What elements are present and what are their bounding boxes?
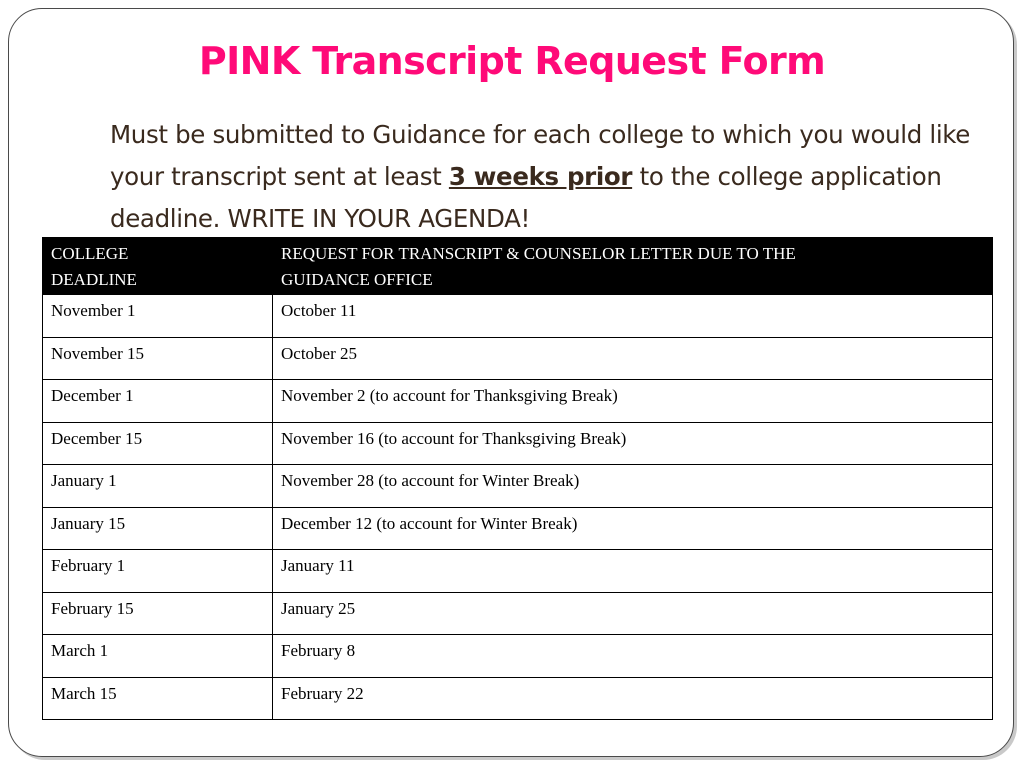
table-header-row	[43, 238, 993, 295]
header-request-due	[273, 238, 993, 295]
request-due-cell: November 2 (to account for Thanksgiving Break)	[273, 380, 993, 423]
college-deadline-cell: January 15	[43, 507, 273, 550]
college-deadline-cell: March 15	[43, 677, 273, 720]
intro-paragraph	[110, 114, 970, 240]
request-due-cell: January 25	[273, 592, 993, 635]
intro-text-end: to the college application deadline. WRITE IN YOUR AGENDA!	[110, 162, 942, 233]
table-row	[43, 380, 993, 423]
college-deadline-cell: December 1	[43, 380, 273, 423]
page-title: PINK Transcript Request Form	[198, 39, 826, 83]
deadline-table	[42, 237, 993, 720]
request-due-cell: January 11	[273, 550, 993, 593]
college-deadline-cell: January 1	[43, 465, 273, 508]
header-request-due-line1: REQUEST FOR TRANSCRIPT & COUNSELOR LETTER DUE TO THE	[281, 244, 796, 263]
request-due-cell: October 11	[273, 295, 993, 338]
header-college-deadline-line1: COLLEGE	[51, 244, 129, 263]
intro-emphasis: 3 weeks prior	[448, 162, 633, 191]
header-college-deadline	[43, 238, 273, 295]
header-college-deadline-line2: DEADLINE	[51, 270, 137, 289]
table-row	[43, 550, 993, 593]
table-row	[43, 507, 993, 550]
request-due-cell: February 22	[273, 677, 993, 720]
table-row	[43, 337, 993, 380]
request-due-cell: November 28 (to account for Winter Break)	[273, 465, 993, 508]
table-row	[43, 592, 993, 635]
request-due-cell: February 8	[273, 635, 993, 678]
request-due-cell: December 12 (to account for Winter Break)	[273, 507, 993, 550]
header-request-due-line2: GUIDANCE OFFICE	[281, 270, 433, 289]
college-deadline-cell: February 1	[43, 550, 273, 593]
request-due-cell: October 25	[273, 337, 993, 380]
intro-text-start: Must be submitted to Guidance for each college to which you would like your transcript sent at least	[110, 120, 970, 191]
table-row	[43, 677, 993, 720]
table-row	[43, 465, 993, 508]
college-deadline-cell: November 15	[43, 337, 273, 380]
college-deadline-cell: March 1	[43, 635, 273, 678]
request-due-cell: November 16 (to account for Thanksgiving Break)	[273, 422, 993, 465]
college-deadline-cell: December 15	[43, 422, 273, 465]
table-row	[43, 295, 993, 338]
college-deadline-cell: November 1	[43, 295, 273, 338]
table-row	[43, 635, 993, 678]
college-deadline-cell: February 15	[43, 592, 273, 635]
table-row	[43, 422, 993, 465]
